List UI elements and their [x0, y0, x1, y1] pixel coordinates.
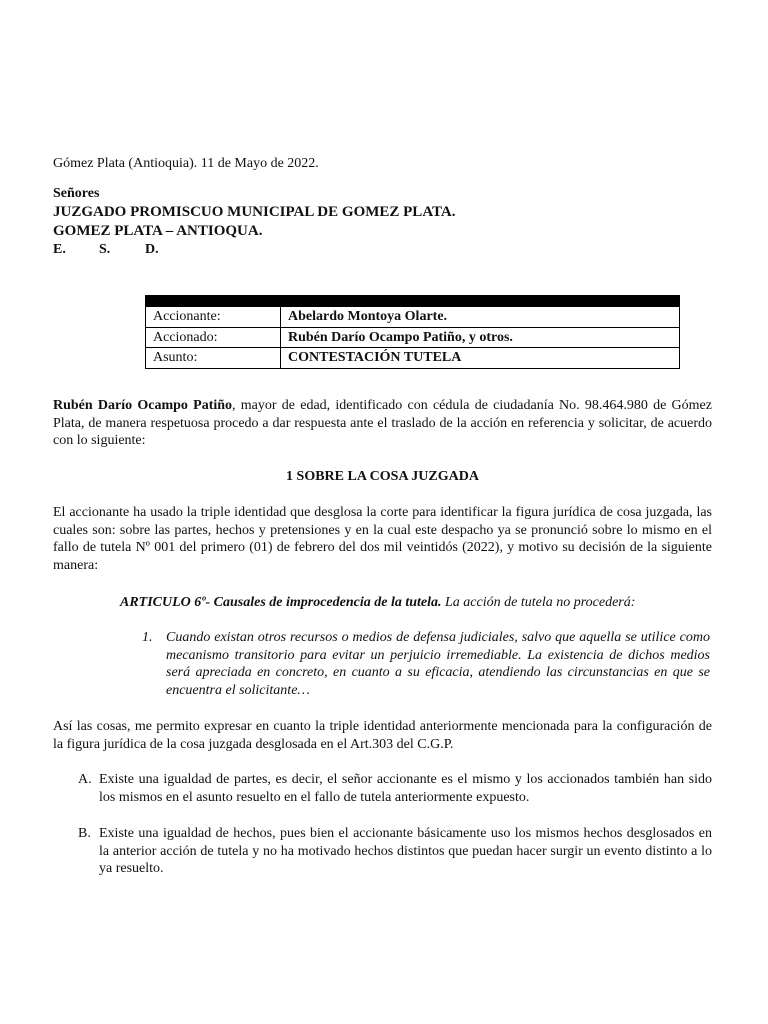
esd-d: D.	[145, 241, 159, 257]
list-item-text: Cuando existan otros recursos o medios de defensa judiciales, salvo que aquella se utilice como mecanismo transitorio para evitar un perjuicio irremediable. La existencia de dichos medios será apreciada en concreto, en cuanto a su eficacia, atendiendo las circunstancias en que se encuentra el solicitante…	[166, 630, 710, 698]
list-item-letter: A.	[78, 772, 92, 787]
intro-text: , mayor de edad, identificado con cédula de ciudadanía No. 98.464.980 de Gómez Plata, de manera respetuosa procedo a dar respuesta ante el traslado de la acción en referencia y solicitar, de acuerdo con lo siguiente:	[53, 398, 712, 448]
article-lead: La acción de tutela no procederá:	[441, 595, 636, 610]
esd-line	[53, 241, 712, 259]
table-row	[146, 348, 680, 369]
reference-table	[145, 295, 680, 369]
respondent-name: Rubén Darío Ocampo Patiño	[53, 398, 233, 413]
esd-e: E.	[53, 241, 66, 257]
salutation: Señores	[53, 186, 100, 201]
section-heading: 1 SOBRE LA COSA JUZGADA	[286, 469, 479, 484]
list-item	[78, 825, 712, 878]
table-row	[146, 307, 680, 328]
article-title: ARTICULO 6º- Causales de improcedencia de la tutela.	[120, 595, 442, 610]
court-location: GOMEZ PLATA – ANTIOQUA.	[53, 222, 263, 239]
row-label-accionante: Accionante:	[146, 307, 281, 328]
list-item-text: Existe una igualdad de hechos, pues bien el accionante básicamente uso los mismos hechos desglosados en la anterior acción de tutela y no ha motivado hechos distintos que puedan hacer surgir un evento distinto a lo ya resuelto.	[99, 826, 712, 876]
list-item-number: 1.	[142, 630, 153, 645]
row-value-accionante: Abelardo Montoya Olarte.	[281, 307, 680, 328]
paragraph-res-judicata: El accionante ha usado la triple identidad que desglosa la corte para identificar la figura jurídica de cosa juzgada, las cuales son: sobre las partes, hechos y pretensiones y en la cual este despacho ya se pronunció sobre lo mismo en el fallo de tutela Nº 001 del primero (01) de febrero del dos mil veintidós (2022), y motivo su decisión de la siguiente manera:	[53, 505, 712, 573]
table-row	[146, 327, 680, 348]
row-label-accionado: Accionado:	[146, 327, 281, 348]
esd-s: S.	[99, 241, 111, 257]
paragraph-triple-identity: Así las cosas, me permito expresar en cuanto la triple identidad anteriormente mencionada para la configuración de la figura jurídica de la cosa juzgada desglosada en el Art.303 del C.G.P.	[53, 719, 712, 752]
list-item	[78, 771, 712, 806]
intro-paragraph	[53, 397, 712, 450]
reference-table-header-bar	[146, 296, 680, 307]
row-value-asunto: CONTESTACIÓN TUTELA	[281, 348, 680, 369]
article-quote	[120, 594, 720, 612]
addressee-block	[53, 185, 712, 258]
list-item-letter: B.	[78, 826, 91, 841]
row-value-accionado: Rubén Darío Ocampo Patiño, y otros.	[281, 327, 680, 348]
list-item-text: Existe una igualdad de partes, es decir, el señor accionante es el mismo y los accionados también han sido los mismos en el asunto resuelto en el fallo de tutela anteriormente expuesto.	[99, 772, 712, 805]
row-label-asunto: Asunto:	[146, 348, 281, 369]
date-line: Gómez Plata (Antioquia). 11 de Mayo de 2022.	[53, 156, 319, 171]
court-name: JUZGADO PROMISCUO MUNICIPAL DE GOMEZ PLATA.	[53, 203, 456, 220]
list-item	[142, 629, 710, 699]
